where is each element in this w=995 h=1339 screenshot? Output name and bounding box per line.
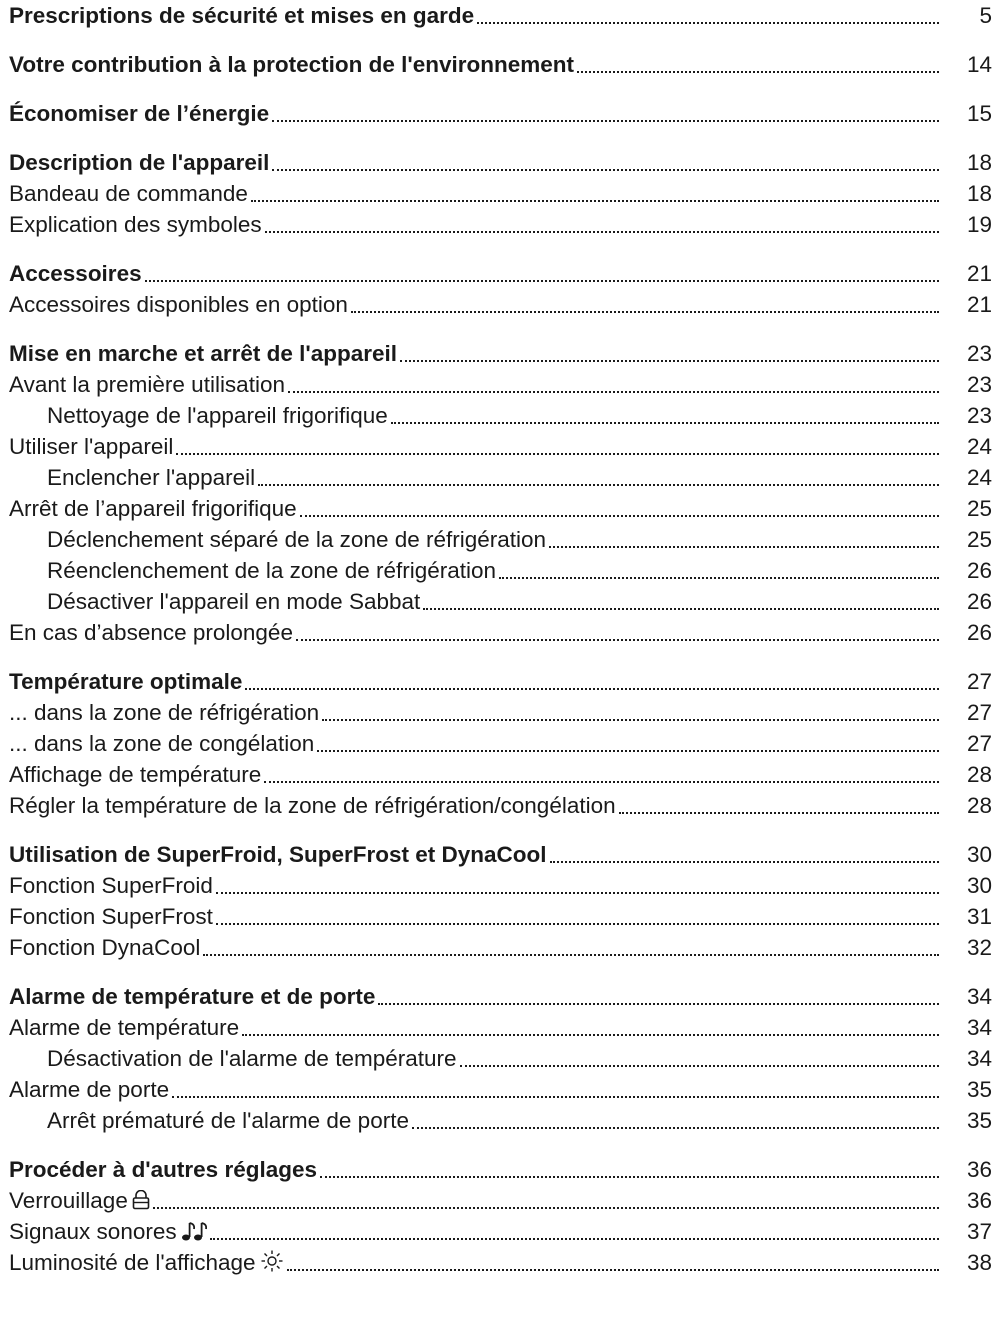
toc-heading[interactable] xyxy=(9,839,992,870)
dot-leader xyxy=(320,1175,939,1178)
dot-leader xyxy=(412,1126,939,1129)
dot-leader xyxy=(317,749,939,752)
toc-entry-title: Mise en marche et arrêt de l'appareil xyxy=(9,341,398,366)
dot-leader xyxy=(550,860,939,863)
toc-entry-title: Verrouillage xyxy=(9,1188,128,1213)
toc-entry-title: Désactivation de l'alarme de température xyxy=(47,1046,457,1071)
toc-entry-title: Alarme de porte xyxy=(9,1077,170,1102)
toc-page-number: 24 xyxy=(966,434,992,459)
toc-page-number: 28 xyxy=(966,793,992,818)
toc-entry[interactable] xyxy=(9,728,992,759)
toc-entry-title: Fonction DynaCool xyxy=(9,935,201,960)
toc-entry[interactable] xyxy=(9,289,992,320)
toc-entry[interactable] xyxy=(9,178,992,209)
lock-icon xyxy=(132,1185,150,1216)
toc-heading[interactable] xyxy=(9,49,992,80)
dot-leader xyxy=(153,1206,939,1209)
toc-entry[interactable] xyxy=(9,1012,992,1043)
dot-leader xyxy=(203,953,939,956)
toc-entry-title: Réenclenchement de la zone de réfrigération xyxy=(47,558,497,583)
toc-page-number: 19 xyxy=(966,212,992,237)
dot-leader xyxy=(619,811,939,814)
toc-page-number: 15 xyxy=(966,101,992,126)
toc-section xyxy=(9,666,992,821)
toc-page-number: 34 xyxy=(966,984,992,1009)
toc-page-number: 18 xyxy=(966,181,992,206)
toc-entry-title: Arrêt de l’appareil frigorifique xyxy=(9,496,297,521)
toc-page-number: 36 xyxy=(966,1188,992,1213)
toc-subentry[interactable] xyxy=(9,586,992,617)
toc-subentry[interactable] xyxy=(9,1043,992,1074)
toc-entry-title: Procéder à d'autres réglages xyxy=(9,1157,317,1182)
toc-entry[interactable] xyxy=(9,901,992,932)
toc-entry-title: Déclenchement séparé de la zone de réfrigération xyxy=(47,527,547,552)
toc-section xyxy=(9,258,992,320)
toc-page-number: 36 xyxy=(966,1157,992,1182)
toc-page-number: 34 xyxy=(966,1046,992,1071)
toc-page-number: 30 xyxy=(966,842,992,867)
toc-heading[interactable] xyxy=(9,338,992,369)
toc-entry-title: Économiser de l’énergie xyxy=(9,101,270,126)
toc-entry[interactable] xyxy=(9,932,992,963)
dot-leader xyxy=(378,1002,939,1005)
toc-subentry[interactable] xyxy=(9,555,992,586)
toc-page-number: 26 xyxy=(966,558,992,583)
toc-entry-title: Nettoyage de l'appareil frigorifique xyxy=(47,403,388,428)
toc-page-number: 30 xyxy=(966,873,992,898)
dot-leader xyxy=(242,1033,939,1036)
toc-entry-title: Votre contribution à la protection de l'environnement xyxy=(9,52,574,77)
toc-entry[interactable] xyxy=(9,1247,992,1278)
toc-entry[interactable] xyxy=(9,1185,992,1216)
toc-entry-title: Avant la première utilisation xyxy=(9,372,285,397)
toc-entry[interactable] xyxy=(9,790,992,821)
toc-entry-title: Signaux sonores xyxy=(9,1219,177,1244)
dot-leader xyxy=(577,70,939,73)
toc-entry-title: Affichage de température xyxy=(9,762,262,787)
toc-heading[interactable] xyxy=(9,98,992,129)
dot-leader xyxy=(391,421,939,424)
toc-entry[interactable] xyxy=(9,697,992,728)
toc-heading[interactable] xyxy=(9,0,992,31)
toc-page-number: 31 xyxy=(966,904,992,929)
toc-entry[interactable] xyxy=(9,369,992,400)
toc-entry[interactable] xyxy=(9,1074,992,1105)
dot-leader xyxy=(460,1064,939,1067)
toc-page-number: 35 xyxy=(966,1077,992,1102)
toc-heading[interactable] xyxy=(9,147,992,178)
table-of-contents xyxy=(9,0,992,1296)
toc-entry-title: Luminosité de l'affichage xyxy=(9,1250,256,1275)
toc-entry[interactable] xyxy=(9,617,992,648)
toc-entry-title: ... dans la zone de congélation xyxy=(9,731,315,756)
toc-page-number: 24 xyxy=(966,465,992,490)
dot-leader xyxy=(296,638,939,641)
toc-page-number: 32 xyxy=(966,935,992,960)
dot-leader xyxy=(287,1268,939,1271)
toc-entry[interactable] xyxy=(9,493,992,524)
brightness-icon xyxy=(260,1247,284,1278)
toc-entry-title: Explication des symboles xyxy=(9,212,262,237)
toc-page-number: 37 xyxy=(966,1219,992,1244)
dot-leader xyxy=(351,310,939,313)
toc-entry-title: Régler la température de la zone de réfrigération/congélation xyxy=(9,793,616,818)
dot-leader xyxy=(245,687,939,690)
toc-section xyxy=(9,49,992,80)
toc-page-number: 23 xyxy=(966,372,992,397)
toc-entry-title: Bandeau de commande xyxy=(9,181,248,206)
toc-entry-title: Utilisation de SuperFroid, SuperFrost et DynaCool xyxy=(9,842,547,867)
toc-section xyxy=(9,1154,992,1278)
toc-heading[interactable] xyxy=(9,666,992,697)
toc-section xyxy=(9,338,992,648)
toc-section xyxy=(9,839,992,963)
toc-entry-title: Température optimale xyxy=(9,669,243,694)
toc-entry-title: Désactiver l'appareil en mode Sabbat xyxy=(47,589,421,614)
dot-leader xyxy=(300,514,939,517)
toc-subentry[interactable] xyxy=(9,400,992,431)
toc-entry-title: En cas d’absence prolongée xyxy=(9,620,293,645)
toc-page-number: 38 xyxy=(966,1250,992,1275)
toc-page-number: 25 xyxy=(966,496,992,521)
toc-entry-title: Accessoires xyxy=(9,261,142,286)
dot-leader xyxy=(145,279,939,282)
toc-page-number: 26 xyxy=(966,589,992,614)
toc-entry[interactable] xyxy=(9,870,992,901)
dot-leader xyxy=(549,545,939,548)
toc-page-number: 27 xyxy=(966,731,992,756)
toc-heading[interactable] xyxy=(9,981,992,1012)
toc-heading[interactable] xyxy=(9,1154,992,1185)
dot-leader xyxy=(216,922,939,925)
dot-leader xyxy=(176,452,939,455)
toc-entry-title: Description de l'appareil xyxy=(9,150,270,175)
toc-page-number: 26 xyxy=(966,620,992,645)
toc-entry-title: Enclencher l'appareil xyxy=(47,465,256,490)
toc-page-number: 27 xyxy=(966,700,992,725)
dot-leader xyxy=(210,1237,939,1240)
toc-page-number: 34 xyxy=(966,1015,992,1040)
dot-leader xyxy=(265,230,939,233)
dot-leader xyxy=(251,199,939,202)
toc-entry-title: Utiliser l'appareil xyxy=(9,434,174,459)
toc-entry-title: Alarme de température et de porte xyxy=(9,984,376,1009)
toc-entry[interactable] xyxy=(9,209,992,240)
toc-page-number: 21 xyxy=(966,292,992,317)
dot-leader xyxy=(172,1095,939,1098)
dot-leader xyxy=(264,780,939,783)
toc-section xyxy=(9,98,992,129)
toc-entry[interactable] xyxy=(9,1216,992,1247)
toc-section xyxy=(9,147,992,240)
dot-leader xyxy=(258,483,939,486)
toc-entry-title: Prescriptions de sécurité et mises en garde xyxy=(9,3,475,28)
toc-page-number: 23 xyxy=(966,403,992,428)
dot-leader xyxy=(423,607,939,610)
toc-entry-title: Alarme de température xyxy=(9,1015,240,1040)
toc-section xyxy=(9,0,992,31)
music-notes-icon xyxy=(181,1216,207,1247)
toc-page-number: 27 xyxy=(966,669,992,694)
dot-leader xyxy=(272,119,939,122)
toc-page-number: 35 xyxy=(966,1108,992,1133)
dot-leader xyxy=(400,359,939,362)
toc-subentry[interactable] xyxy=(9,1105,992,1136)
toc-subentry[interactable] xyxy=(9,524,992,555)
toc-entry[interactable] xyxy=(9,759,992,790)
toc-page-number: 25 xyxy=(966,527,992,552)
toc-page-number: 18 xyxy=(966,150,992,175)
toc-page-number: 14 xyxy=(966,52,992,77)
toc-page-number: 28 xyxy=(966,762,992,787)
dot-leader xyxy=(216,891,939,894)
dot-leader xyxy=(499,576,939,579)
dot-leader xyxy=(477,21,939,24)
toc-entry-title: Accessoires disponibles en option xyxy=(9,292,348,317)
toc-page-number: 21 xyxy=(966,261,992,286)
toc-subentry[interactable] xyxy=(9,462,992,493)
toc-section xyxy=(9,981,992,1136)
toc-entry-title: Fonction SuperFrost xyxy=(9,904,213,929)
toc-entry[interactable] xyxy=(9,431,992,462)
toc-heading[interactable] xyxy=(9,258,992,289)
dot-leader xyxy=(288,390,939,393)
toc-entry-title: Fonction SuperFroid xyxy=(9,873,213,898)
toc-page-number: 5 xyxy=(979,3,992,28)
dot-leader xyxy=(272,168,939,171)
toc-entry-title: ... dans la zone de réfrigération xyxy=(9,700,320,725)
toc-page-number: 23 xyxy=(966,341,992,366)
dot-leader xyxy=(322,718,939,721)
toc-entry-title: Arrêt prématuré de l'alarme de porte xyxy=(47,1108,409,1133)
